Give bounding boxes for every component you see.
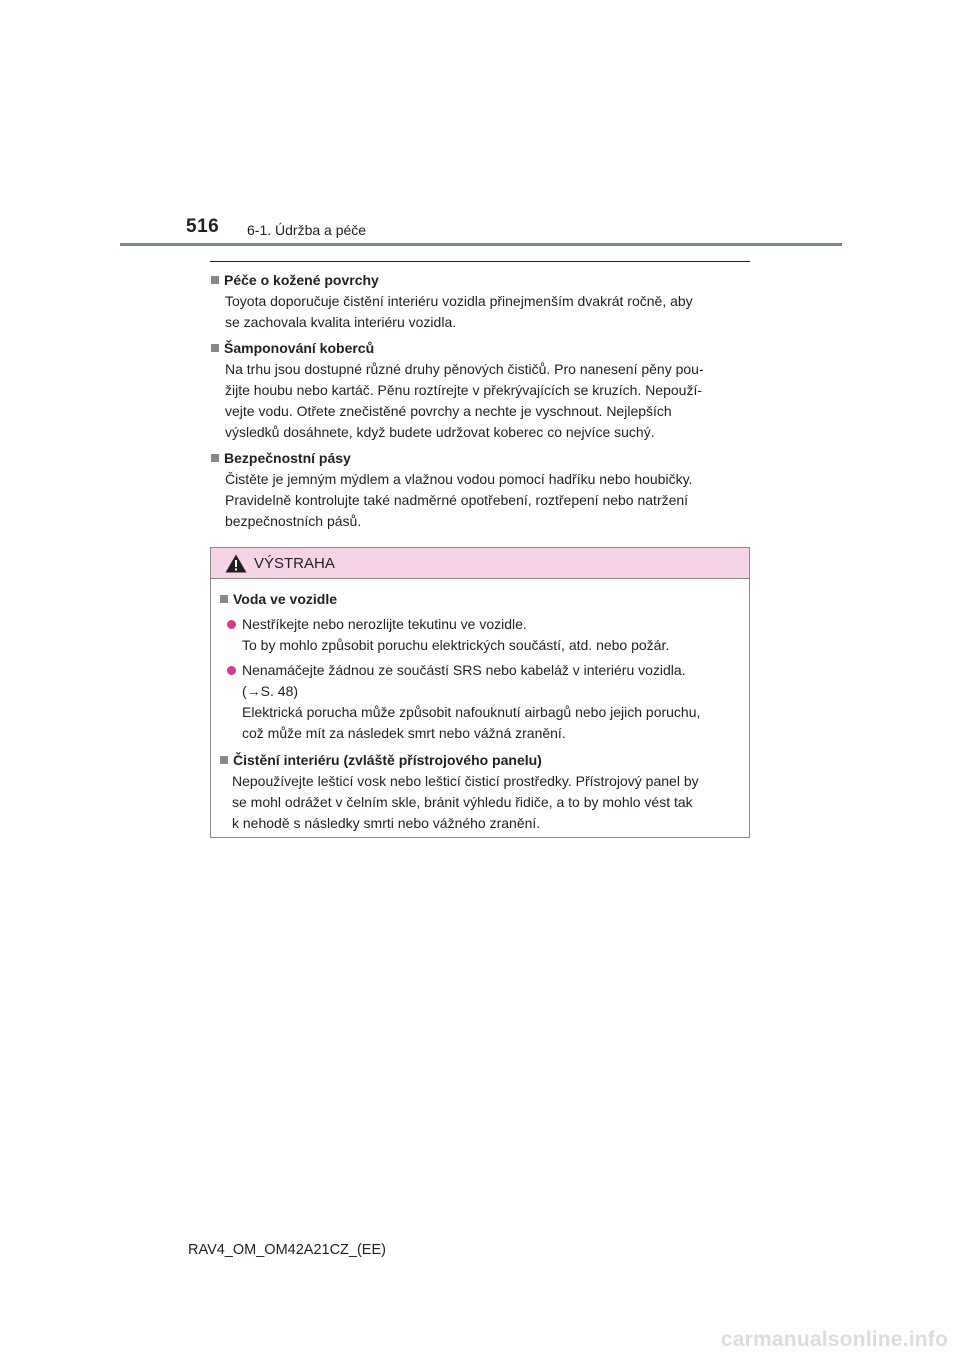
- warning-header: [211, 548, 749, 579]
- list-item: [210, 270, 750, 333]
- warning-line: k nehodě s následky smrti nebo vážného zranění.: [232, 815, 541, 831]
- item-line: Čistěte je jemným mýdlem a vlažnou vodou pomocí hadříku nebo houbičky.: [225, 471, 693, 487]
- item-line: výsledků dosáhnete, když budete udržovat koberec co nejvíce suchý.: [225, 424, 655, 440]
- square-marker-icon: [211, 454, 219, 462]
- bullet-line: Elektrická porucha může způsobit nafouknutí airbagů nebo jejich poruchu,: [242, 704, 701, 720]
- bullet-line: Nenamáčejte žádnou ze součástí SRS nebo kabeláž v interiéru vozidla.: [242, 662, 686, 678]
- list-item: [210, 338, 750, 443]
- square-marker-icon: [211, 344, 219, 352]
- item-line: Pravidelně kontrolujte také nadměrné opotřebení, roztřepení nebo natržení: [225, 492, 689, 508]
- header-rule: [120, 243, 842, 246]
- item-line: Na trhu jsou dostupné různé druhy pěnových čističů. Pro nanesení pěny pou-: [225, 361, 704, 377]
- warning-item: [219, 589, 743, 744]
- square-marker-icon: [220, 756, 228, 764]
- warning-line: se mohl odrážet v čelním skle, bránit výhledu řidiče, a to by mohlo vést tak: [232, 794, 693, 810]
- bullet-line: což může mít za následek smrt nebo vážná zranění.: [242, 725, 566, 741]
- warning-bullet: [219, 614, 743, 656]
- content-divider: [210, 261, 750, 262]
- item-title: Šamponování koberců: [224, 340, 375, 356]
- warning-box: [210, 547, 750, 838]
- bullet-dot-icon: [227, 666, 236, 675]
- bullet-line: (→S. 48): [242, 683, 299, 699]
- warning-line: Nepoužívejte lešticí vosk nebo lešticí čisticí prostředky. Přístrojový panel by: [232, 773, 699, 789]
- list-item: [210, 448, 750, 532]
- item-line: Toyota doporučuje čistění interiéru vozidla přinejmenším dvakrát ročně, aby: [225, 293, 693, 309]
- item-line: žijte houbu nebo kartáč. Pěnu roztírejte v překrývajících se kruzích. Nepouží-: [225, 382, 703, 398]
- item-title: Péče o kožené povrchy: [224, 272, 379, 288]
- warning-bullet: [219, 660, 743, 744]
- item-line: bezpečnostních pásů.: [225, 513, 362, 529]
- warning-item-title: Voda ve vozidle: [233, 591, 337, 607]
- watermark: carmanualsonline.info: [720, 1328, 948, 1351]
- warning-triangle-icon: [225, 554, 247, 573]
- item-line: vejte vodu. Otřete znečistěné povrchy a nechte je vyschnout. Nejlepších: [225, 403, 672, 419]
- bullet-line: To by mohlo způsobit poruchu elektrických součástí, atd. nebo požár.: [242, 637, 670, 653]
- bullet-dot-icon: [227, 620, 236, 629]
- page-number: 516: [186, 216, 220, 237]
- warning-label: VÝSTRAHA: [254, 554, 335, 572]
- square-marker-icon: [220, 595, 228, 603]
- item-title: Bezpečnostní pásy: [224, 450, 351, 466]
- section-title: 6-1. Údržba a péče: [247, 222, 367, 238]
- square-marker-icon: [211, 276, 219, 284]
- warning-item: [219, 750, 743, 834]
- warning-item-title: Čistění interiéru (zvláště přístrojového panelu): [233, 752, 542, 768]
- bullet-line: Nestříkejte nebo nerozlijte tekutinu ve vozidle.: [242, 616, 527, 632]
- main-content: [210, 270, 750, 537]
- item-line: se zachovala kvalita interiéru vozidla.: [225, 314, 457, 330]
- document-code: RAV4_OM_OM42A21CZ_(EE): [188, 1242, 386, 1258]
